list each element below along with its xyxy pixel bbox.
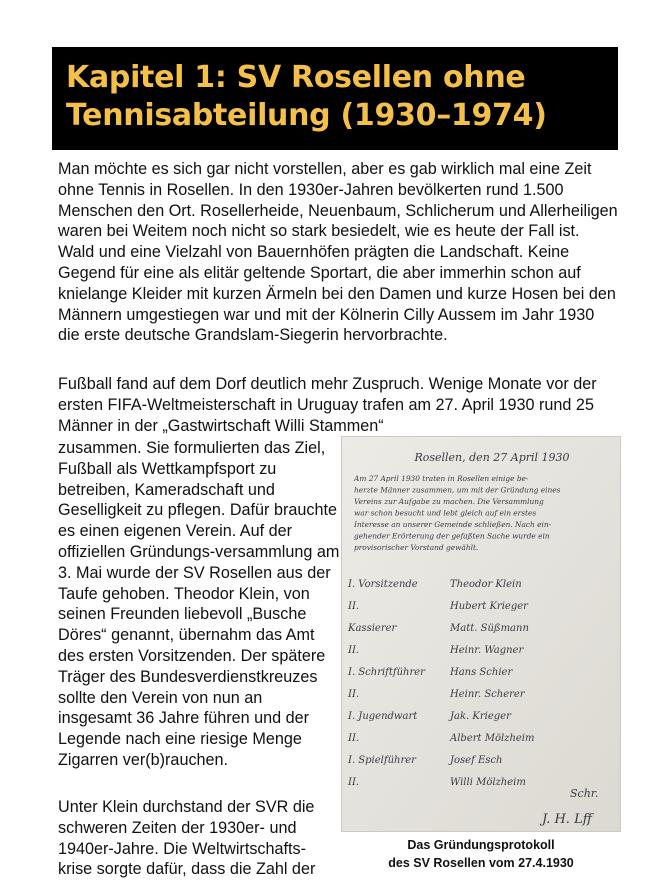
photo-caption — [341, 836, 621, 872]
doc-roster-role: I. Jugendwart — [348, 711, 418, 722]
doc-roster-name: Hubert Krieger — [450, 601, 528, 612]
chapter-title-bar — [52, 47, 618, 150]
doc-roster-role: II. — [348, 645, 360, 656]
caption-line-2: des SV Rosellen vom 27.4.1930 — [388, 856, 574, 870]
doc-roster-role: I. Spielführer — [348, 755, 416, 766]
paragraph-football: Fußball fand auf dem Dorf deutlich mehr Zuspruch. Wenige Monate vor der ersten FIFA-Weltmeisterschaft in Uruguay trafen am 27. April 1930 rund 25 Männer in der „Gastwirtschaft Willi Stammen“ — [58, 375, 597, 435]
doc-header: Rosellen, den 27 April 1930 — [414, 451, 570, 464]
doc-intro-line: herzte Männer zusammen, um mit der Gründung eines — [354, 485, 561, 495]
doc-roster-role: II. — [348, 601, 360, 612]
founding-protocol-photo — [341, 436, 621, 832]
doc-roster-role: I. Schriftführer — [348, 667, 425, 678]
caption-line-1: Das Gründungsprotokoll — [407, 838, 555, 852]
doc-intro-line: Interesse an unserer Gemeinde schließen. Nach ein- — [354, 520, 552, 529]
doc-roster-role: II. — [348, 733, 360, 744]
chapter-title: Kapitel 1: SV Rosellen ohne Tennisabteilung (1930–1974) — [66, 60, 547, 133]
doc-roster-name: Willi Mölzheim — [450, 777, 526, 788]
doc-closing: Schr. — [570, 787, 599, 800]
paragraph-intro: Man möchte es sich gar nicht vorstellen, aber es gab wirklich mal eine Zeit ohne Tennis in Rosellen. In den 1930er-Jahren bevölkerten rund 1.500 Menschen den Ort. Rosellerheide, Neuenbaum, Schlicherum und Allerheiligen waren bei Weitem noch nicht so stark besiedelt, wie es heute der Fall ist. Wald und eine Vielzahl von Bauernhöfen prägten die Landschaft. Keine Gegend für eine als elitär geltende Sportart, die aber immerhin schon auf knielange Kleider mit kurzen Ärmeln bei den Damen und kurze Hosen bei den Männern umgestiegen war und mit der Kölnerin Cilly Aussem im Jahr 1930 die erste deutsche Grandslam-Siegerin hervorbrachte. — [58, 160, 618, 345]
doc-intro-line: provisorischer Vorstand gewählt. — [354, 543, 479, 552]
doc-roster-name: Josef Esch — [450, 755, 503, 766]
doc-intro-line: Am 27 April 1930 traten in Rosellen einige be- — [354, 474, 529, 483]
paragraph-founding: zusammen. Sie formulierten das Ziel, Fußball als Wettkampfsport zu betreiben, Kameradschaft und Geselligkeit zu pflegen. Dafür brauchte es einen eigenen Verein. Auf der offiziellen Gründungs-versammlung am 3. Mai wurde der SV Rosellen aus der Taufe gehoben. Theodor Klein, von seinen Freunden liebevoll „Busche Döres“ genannt, übernahm das Amt des ersten Vorsitzenden. Der spätere Träger des Bundesverdienstkreuzes sollte den Verein von nun an insgesamt 36 Jahre führen und der Legende nach eine riesige Menge Zigarren ver(b)rauchen. — [58, 439, 340, 769]
doc-intro-line: Vereins zur Aufgabe zu machen. Die Versammlung — [354, 497, 544, 506]
paragraph-klein-era: Unter Klein durchstand der SVR die schweren Zeiten der 1930er- und 1940er-Jahre. Die Weltwirtschafts-krise sorgte dafür, dass die Zahl der — [58, 798, 316, 879]
doc-roster-name: Albert Mölzheim — [450, 733, 535, 744]
doc-roster-role: I. Vorsitzende — [348, 579, 418, 590]
doc-intro-line: gehender Erörterung der gefaßten Sache wurde ein — [354, 531, 550, 541]
doc-roster-name: Heinr. Wagner — [450, 645, 524, 656]
doc-roster-name: Matt. Süßmann — [450, 623, 529, 634]
handwritten-document — [342, 437, 621, 832]
doc-signature: J. H. Lff — [542, 812, 592, 827]
doc-roster-name: Theodor Klein — [450, 579, 522, 590]
doc-roster-role: Kassierer — [348, 623, 397, 634]
doc-roster-name: Hans Schier — [450, 667, 513, 678]
doc-roster-name: Jak. Krieger — [450, 711, 511, 722]
doc-roster-name: Heinr. Scherer — [450, 689, 525, 700]
doc-intro-line: war schon besucht und lebt gleich auf ein erstes — [354, 508, 537, 518]
doc-roster-role: II. — [348, 689, 360, 700]
doc-roster-role: II. — [348, 777, 360, 788]
